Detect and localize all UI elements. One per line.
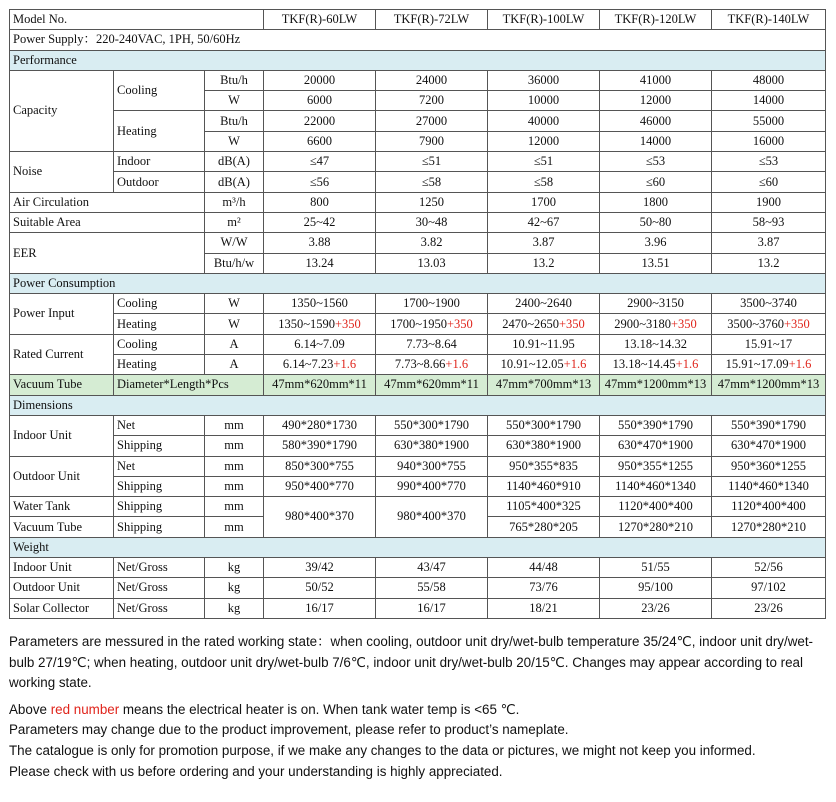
heater-extra: +350 (783, 316, 810, 331)
value-cell: 95/100 (600, 578, 712, 598)
suitable-area-label: Suitable Area (10, 212, 205, 232)
capacity-label: Capacity (10, 70, 114, 151)
unit-cell: mm (205, 497, 264, 517)
unit-cell: W (205, 294, 264, 314)
value-cell: 550*300*1790 (488, 415, 600, 435)
value-cell: 52/56 (712, 558, 826, 578)
outdoor-unit-label: Outdoor Unit (10, 578, 114, 598)
value-cell: 30~48 (376, 212, 488, 232)
note-parameters: Parameters may change due to the product improvement, please refer to product’s nameplate. (9, 722, 569, 738)
value-cell: 950*355*835 (488, 456, 600, 476)
cooling-label: Cooling (114, 70, 205, 111)
value-cell: 12000 (600, 91, 712, 111)
value-cell (488, 314, 600, 334)
power-input-label: Power Input (10, 294, 114, 335)
value-cell: 800 (264, 192, 376, 212)
value-cell: 27000 (376, 111, 488, 131)
value-cell: ≤53 (712, 152, 826, 172)
value-cell: 765*280*205 (488, 517, 600, 537)
unit-cell: mm (205, 517, 264, 537)
value-cell: 3.88 (264, 233, 376, 253)
value-cell: ≤60 (600, 172, 712, 192)
value-cell: 940*300*755 (376, 456, 488, 476)
section-performance (10, 50, 826, 70)
value-cell: 1140*460*910 (488, 476, 600, 496)
heater-extra: +1.6 (675, 357, 699, 372)
table-row (10, 192, 826, 212)
value-cell (712, 314, 826, 334)
net-label: Net (114, 456, 205, 476)
unit-cell: mm (205, 415, 264, 435)
value-cell: 1140*460*1340 (712, 476, 826, 496)
value-cell: 97/102 (712, 578, 826, 598)
value-cell: 1140*460*1340 (600, 476, 712, 496)
section-power-consumption (10, 273, 826, 293)
value-cell: 23/26 (712, 598, 826, 618)
unit-cell: kg (205, 598, 264, 618)
section-dimensions (10, 395, 826, 415)
value-cell: 7200 (376, 91, 488, 111)
value-cell: 58~93 (712, 212, 826, 232)
value-cell: 2400~2640 (488, 294, 600, 314)
net-label: Net (114, 415, 205, 435)
section-weight (10, 537, 826, 557)
table-row (10, 70, 826, 90)
value-cell (600, 314, 712, 334)
value-cell: 3.96 (600, 233, 712, 253)
heater-extra: +350 (670, 316, 697, 331)
header-row (10, 10, 826, 30)
unit-cell: W (205, 314, 264, 334)
model-header: TKF(R)-100LW (488, 10, 600, 30)
value-cell: 550*390*1790 (600, 415, 712, 435)
value-cell: 1120*400*400 (712, 497, 826, 517)
value-cell: 18/21 (488, 598, 600, 618)
value-cell: 42~67 (488, 212, 600, 232)
value-cell: 47mm*700mm*13 (488, 375, 600, 395)
value-cell: 47mm*1200mm*13 (712, 375, 826, 395)
shipping-label: Shipping (114, 517, 205, 537)
value-text: 1700~1950 (390, 316, 447, 331)
value-text: 13.18~14.45 (612, 357, 676, 372)
note-working-state: Parameters are messured in the rated working state：when cooling, outdoor unit dry/wet-bulb temperature 35/24℃, indoor unit dry/wet-bulb 27/19℃; when heating, outdoor unit dry/wet-bulb 7/6℃, indoor unit dry/wet-bulb 20/15℃. Changes may appear according to real working state. (9, 634, 814, 691)
value-cell: 13.2 (712, 253, 826, 273)
unit-cell: mm (205, 476, 264, 496)
value-cell: 7900 (376, 131, 488, 151)
value-cell: 24000 (376, 70, 488, 90)
value-cell: 23/26 (600, 598, 712, 618)
value-cell: 580*390*1790 (264, 436, 376, 456)
value-cell (376, 314, 488, 334)
value-cell: 550*390*1790 (712, 415, 826, 435)
shipping-label: Shipping (114, 497, 205, 517)
value-cell: 630*380*1900 (376, 436, 488, 456)
value-cell: 950*355*1255 (600, 456, 712, 476)
unit-cell: A (205, 355, 264, 375)
outdoor-label: Outdoor (114, 172, 205, 192)
value-cell: 12000 (488, 131, 600, 151)
unit-cell: m² (205, 212, 264, 232)
value-cell: 16000 (712, 131, 826, 151)
value-cell: 50~80 (600, 212, 712, 232)
value-cell: ≤60 (712, 172, 826, 192)
value-cell: 1350~1560 (264, 294, 376, 314)
value-cell: 630*470*1900 (712, 436, 826, 456)
table-row (10, 436, 826, 456)
unit-cell: W/W (205, 233, 264, 253)
value-cell: ≤56 (264, 172, 376, 192)
section-title: Dimensions (10, 395, 826, 415)
value-cell: 1120*400*400 (600, 497, 712, 517)
power-supply: Power Supply：220-240VAC, 1PH, 50/60Hz (10, 30, 826, 50)
value-cell (264, 314, 376, 334)
heater-extra: +1.6 (333, 357, 357, 372)
unit-cell: mm (205, 436, 264, 456)
value-cell: 36000 (488, 70, 600, 90)
table-row (10, 172, 826, 192)
indoor-unit-label: Indoor Unit (10, 415, 114, 456)
value-cell (488, 355, 600, 375)
table-row (10, 456, 826, 476)
value-cell: 490*280*1730 (264, 415, 376, 435)
table-row (10, 314, 826, 334)
value-cell: ≤47 (264, 152, 376, 172)
value-cell: 47mm*620mm*11 (376, 375, 488, 395)
value-cell: 13.51 (600, 253, 712, 273)
indoor-label: Indoor (114, 152, 205, 172)
value-cell: 16/17 (264, 598, 376, 618)
value-text: 1350~1590 (278, 316, 335, 331)
value-cell: 47mm*1200mm*13 (600, 375, 712, 395)
value-cell: 15.91~17 (712, 334, 826, 354)
value-cell: ≤51 (488, 152, 600, 172)
value-cell: 630*380*1900 (488, 436, 600, 456)
unit-cell: A (205, 334, 264, 354)
value-cell: 14000 (712, 91, 826, 111)
value-cell: 20000 (264, 70, 376, 90)
value-cell: 3.87 (712, 233, 826, 253)
value-cell: 51/55 (600, 558, 712, 578)
outdoor-unit-label: Outdoor Unit (10, 456, 114, 497)
indoor-unit-label: Indoor Unit (10, 558, 114, 578)
value-cell: ≤51 (376, 152, 488, 172)
section-title: Power Consumption (10, 273, 826, 293)
unit-cell: W (205, 91, 264, 111)
value-cell: 55/58 (376, 578, 488, 598)
value-cell: 550*300*1790 (376, 415, 488, 435)
value-text: 2470~2650 (502, 316, 559, 331)
model-no-label: Model No. (10, 10, 264, 30)
value-cell: 10.91~11.95 (488, 334, 600, 354)
table-row (10, 355, 826, 375)
water-tank-label: Water Tank (10, 497, 114, 517)
heater-extra: +1.6 (788, 357, 812, 372)
value-cell: 7.73~8.64 (376, 334, 488, 354)
section-title: Performance (10, 50, 826, 70)
model-header: TKF(R)-60LW (264, 10, 376, 30)
heater-extra: +1.6 (445, 357, 469, 372)
value-cell: 50/52 (264, 578, 376, 598)
value-cell (264, 355, 376, 375)
value-cell: 1270*280*210 (600, 517, 712, 537)
shipping-label: Shipping (114, 436, 205, 456)
table-row (10, 334, 826, 354)
table-row (10, 476, 826, 496)
value-cell: 73/76 (488, 578, 600, 598)
value-cell: 1700 (488, 192, 600, 212)
rated-current-label: Rated Current (10, 334, 114, 375)
value-cell: 3.87 (488, 233, 600, 253)
unit-cell: Btu/h (205, 111, 264, 131)
value-cell: 980*400*370 (264, 497, 376, 538)
unit-cell: kg (205, 558, 264, 578)
value-cell: 39/42 (264, 558, 376, 578)
vacuum-tube-label: Vacuum Tube (10, 375, 114, 395)
value-cell: 1250 (376, 192, 488, 212)
value-cell: 6600 (264, 131, 376, 151)
table-row (10, 558, 826, 578)
heating-label: Heating (114, 314, 205, 334)
solar-collector-label: Solar Collector (10, 598, 114, 618)
value-cell: 950*360*1255 (712, 456, 826, 476)
vacuum-tube-row (10, 375, 826, 395)
value-cell: 16/17 (376, 598, 488, 618)
table-row (10, 294, 826, 314)
table-row (10, 212, 826, 232)
power-supply-row (10, 30, 826, 50)
value-cell: 22000 (264, 111, 376, 131)
value-cell: 44/48 (488, 558, 600, 578)
heater-extra: +350 (446, 316, 473, 331)
value-text: 7.73~8.66 (394, 357, 446, 372)
table-row (10, 233, 826, 253)
table-row (10, 415, 826, 435)
netgross-label: Net/Gross (114, 598, 205, 618)
value-cell: 850*300*755 (264, 456, 376, 476)
value-cell: 990*400*770 (376, 476, 488, 496)
value-cell: ≤53 (600, 152, 712, 172)
value-cell: 950*400*770 (264, 476, 376, 496)
value-text: 15.91~17.09 (725, 357, 789, 372)
value-cell: 980*400*370 (376, 497, 488, 538)
unit-cell: Btu/h/w (205, 253, 264, 273)
value-cell: 25~42 (264, 212, 376, 232)
value-text: 6.14~7.23 (282, 357, 334, 372)
heater-extra: +1.6 (563, 357, 587, 372)
table-row (10, 598, 826, 618)
value-text: 10.91~12.05 (500, 357, 564, 372)
value-cell: 1105*400*325 (488, 497, 600, 517)
unit-cell: Btu/h (205, 70, 264, 90)
cooling-label: Cooling (114, 294, 205, 314)
value-cell: 3500~3740 (712, 294, 826, 314)
value-cell: 3.82 (376, 233, 488, 253)
value-text: 3500~3760 (727, 316, 784, 331)
model-header: TKF(R)-140LW (712, 10, 826, 30)
value-cell: 10000 (488, 91, 600, 111)
unit-cell: W (205, 131, 264, 151)
value-cell (376, 355, 488, 375)
vacuum-tube-label: Vacuum Tube (10, 517, 114, 537)
value-cell: 40000 (488, 111, 600, 131)
note-text: Above (9, 701, 51, 717)
value-cell: 13.2 (488, 253, 600, 273)
value-cell: 13.18~14.32 (600, 334, 712, 354)
value-text: 2900~3180 (614, 316, 671, 331)
section-title: Weight (10, 537, 826, 557)
value-cell: 630*470*1900 (600, 436, 712, 456)
table-row (10, 111, 826, 131)
note-red-text: red number (50, 701, 120, 717)
value-cell: 1900 (712, 192, 826, 212)
value-cell: 14000 (600, 131, 712, 151)
vacuum-tube-spec: Diameter*Length*Pcs (114, 375, 264, 395)
value-cell: 47mm*620mm*11 (264, 375, 376, 395)
note-text: means the electrical heater is on. When tank water temp is <65 ℃. (119, 701, 520, 717)
netgross-label: Net/Gross (114, 578, 205, 598)
heating-label: Heating (114, 111, 205, 152)
table-row (10, 578, 826, 598)
value-cell: 1700~1900 (376, 294, 488, 314)
value-cell: 13.03 (376, 253, 488, 273)
value-cell: 46000 (600, 111, 712, 131)
unit-cell: dB(A) (205, 172, 264, 192)
value-cell: 1800 (600, 192, 712, 212)
unit-cell: kg (205, 578, 264, 598)
unit-cell: mm (205, 456, 264, 476)
model-header: TKF(R)-120LW (600, 10, 712, 30)
value-cell: 2900~3150 (600, 294, 712, 314)
heater-extra: +350 (558, 316, 585, 331)
note-red-number (9, 700, 829, 721)
notes (9, 632, 829, 782)
model-header: TKF(R)-72LW (376, 10, 488, 30)
value-cell: 43/47 (376, 558, 488, 578)
noise-label: Noise (10, 152, 114, 193)
air-circulation-label: Air Circulation (10, 192, 205, 212)
table-row (10, 497, 826, 517)
value-cell: ≤58 (376, 172, 488, 192)
value-cell (712, 355, 826, 375)
value-cell: 48000 (712, 70, 826, 90)
value-cell: 1270*280*210 (712, 517, 826, 537)
heater-extra: +350 (334, 316, 361, 331)
table-row (10, 152, 826, 172)
heating-label: Heating (114, 355, 205, 375)
value-cell (600, 355, 712, 375)
value-cell: 13.24 (264, 253, 376, 273)
shipping-label: Shipping (114, 476, 205, 496)
cooling-label: Cooling (114, 334, 205, 354)
unit-cell: m³/h (205, 192, 264, 212)
eer-label: EER (10, 233, 205, 274)
value-cell: 6000 (264, 91, 376, 111)
value-cell: ≤58 (488, 172, 600, 192)
netgross-label: Net/Gross (114, 558, 205, 578)
value-cell: 55000 (712, 111, 826, 131)
spec-table (9, 9, 826, 619)
value-cell: 41000 (600, 70, 712, 90)
note-catalogue: The catalogue is only for promotion purpose, if we make any changes to the data or pictures, we might not keep you informed. (9, 742, 756, 758)
value-cell: 6.14~7.09 (264, 334, 376, 354)
unit-cell: dB(A) (205, 152, 264, 172)
note-check: Please check with us before ordering and your understanding is highly appreciated. (9, 763, 503, 779)
